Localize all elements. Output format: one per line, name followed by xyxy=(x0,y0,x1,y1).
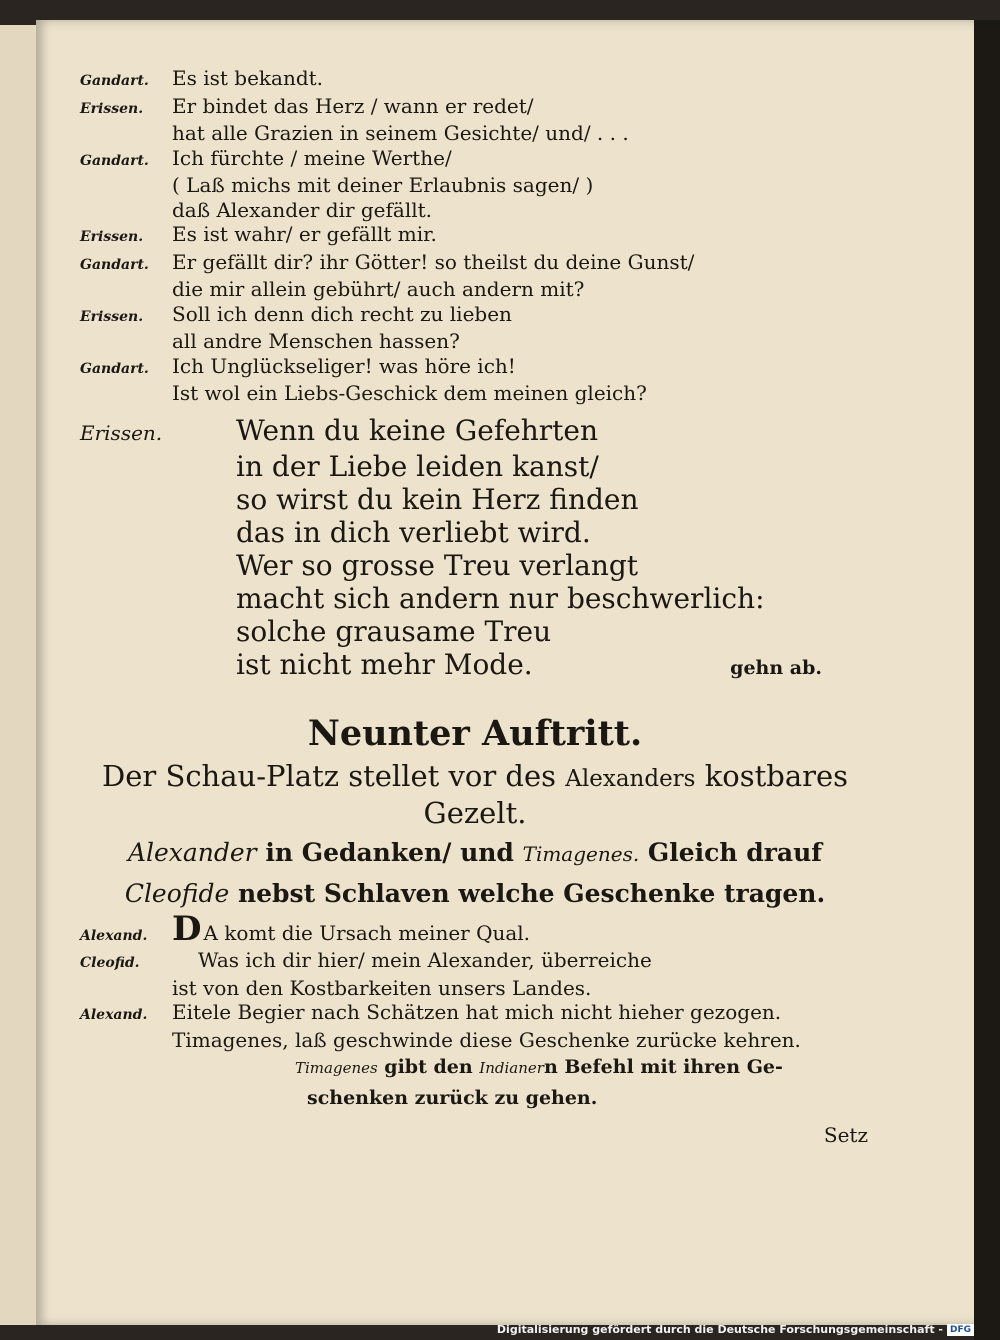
speaker: Erissen. xyxy=(80,308,144,325)
dialogue-line xyxy=(80,1000,870,1028)
stage-direction-text: n Befehl mit ihren Ge- xyxy=(543,1056,783,1078)
aria-text: macht sich andern nur beschwerlich: xyxy=(236,581,765,615)
aria-text: solche grausame Treu xyxy=(236,614,552,648)
stage-direction-name: Indianer xyxy=(479,1059,544,1077)
aria-text: ist nicht mehr Mode. xyxy=(236,647,533,681)
dialogue-line xyxy=(80,173,870,198)
dialogue-line xyxy=(80,302,870,330)
aria-text: so wirst du kein Herz finden xyxy=(236,482,639,516)
aria-line xyxy=(80,516,870,549)
line-text: ( Laß michs mit deiner Erlaubnis sagen/ ) xyxy=(172,173,594,197)
scene-description-2: Gezelt. xyxy=(423,795,527,830)
dialogue-line xyxy=(80,198,870,223)
catchword: Setz xyxy=(823,1123,868,1147)
aria-line xyxy=(80,483,870,516)
dialogue-line xyxy=(80,908,870,949)
speaker: Gandart. xyxy=(80,360,149,377)
spacer xyxy=(80,406,870,414)
speaker: Alexand. xyxy=(80,927,148,944)
dialogue-line xyxy=(80,277,870,302)
line-text: Es ist wahr/ er gefällt mir. xyxy=(172,222,437,246)
stage-direction-name: Timagenes xyxy=(295,1059,378,1077)
speaker: Gandart. xyxy=(80,256,149,273)
page-shadow xyxy=(974,20,1000,1340)
persona-name: Timagenes. xyxy=(522,841,640,866)
speaker: Cleofid. xyxy=(80,955,140,971)
scene-personae-2 xyxy=(80,877,870,911)
scene-title: Neunter Auftritt. xyxy=(307,712,643,754)
line-text: Ist wol ein Liebs-Geschick dem meinen gleich? xyxy=(172,381,647,405)
line-text: ist von den Kostbarkeiten unsers Landes. xyxy=(172,975,592,1000)
dialogue-line xyxy=(80,222,870,250)
aria-line xyxy=(80,549,870,582)
line-text: Er gefällt dir? ihr Götter! so theilst du deine Gunst/ xyxy=(172,249,695,274)
footer-credit xyxy=(497,1323,974,1336)
drop-cap: D xyxy=(172,908,202,949)
scene-desc-name: Alexanders xyxy=(565,765,696,792)
personae-text: nebst Schlaven welche Geschenke tragen. xyxy=(229,878,826,908)
dialogue-line xyxy=(80,250,870,278)
stage-direction xyxy=(295,1052,870,1083)
aria-text: Wer so grosse Treu verlangt xyxy=(236,548,639,582)
scene-desc-text: kostbares xyxy=(695,758,849,793)
speaker: Gandart. xyxy=(80,152,149,169)
line-text: Soll ich denn dich recht zu lieben xyxy=(172,301,512,326)
speaker: Erissen. xyxy=(80,100,144,117)
dialogue-line xyxy=(80,948,870,976)
aria-text: das in dich verliebt wird. xyxy=(236,515,591,549)
speaker: Alexand. xyxy=(80,1007,148,1023)
personae-text: in Gedanken/ und xyxy=(256,837,523,867)
exit-direction: gehn ab. xyxy=(730,656,822,679)
aria-text: Wenn du keine Gefehrten xyxy=(236,413,599,447)
dialogue-line xyxy=(80,66,870,94)
line-text: all andre Menschen hassen? xyxy=(172,329,460,353)
dialogue-line xyxy=(80,146,870,174)
aria-line xyxy=(80,615,870,648)
dialogue-line xyxy=(80,329,870,354)
line-text: Er bindet das Herz / wann er redet/ xyxy=(172,93,534,118)
dfg-logo: DFG xyxy=(947,1324,974,1336)
stage-direction-text: gibt den xyxy=(377,1056,480,1078)
line-text: daß Alexander dir gefällt. xyxy=(172,197,433,222)
dialogue-line xyxy=(80,94,870,122)
persona-name: Alexander xyxy=(127,837,257,867)
footer-text: Digitalisierung gefördert durch die Deutsche Forschungsgemeinschaft - xyxy=(496,1323,943,1336)
scene-description xyxy=(80,759,870,796)
scene-personae xyxy=(80,836,870,871)
dialogue-line xyxy=(80,976,870,1001)
scene-desc-text: Der Schau-Platz stellet vor des xyxy=(101,758,566,793)
dialogue-line xyxy=(80,354,870,382)
line-text: hat alle Grazien in seinem Gesichte/ und/ . . . xyxy=(172,121,629,145)
line-text: Eitele Begier nach Schätzen hat mich nicht hieher gezogen. xyxy=(172,1000,782,1024)
line-text: Was ich dir hier/ mein Alexander, überreiche xyxy=(198,948,652,972)
line-text: Ich fürchte / meine Werthe/ xyxy=(172,145,452,170)
aria-text: in der Liebe leiden kanst/ xyxy=(236,449,599,483)
dialogue-line xyxy=(80,381,870,406)
aria-line xyxy=(80,648,870,685)
speaker: Gandart. xyxy=(80,73,149,89)
line-text: Timagenes, laß geschwinde diese Geschenke zurücke kehren. xyxy=(172,1027,801,1052)
aria-line xyxy=(80,450,870,483)
dialogue-line xyxy=(80,121,870,146)
speaker: Erissen. xyxy=(80,229,144,245)
stage-direction-2: schenken zurück zu gehen. xyxy=(307,1087,598,1109)
line-text: die mir allein gebührt/ auch andern mit? xyxy=(172,277,585,301)
line-text: Ich Unglückseliger! was höre ich! xyxy=(172,353,516,378)
dialogue-line xyxy=(80,1028,870,1053)
aria-line xyxy=(80,582,870,615)
aria-line xyxy=(80,414,870,450)
persona-name: Cleofide xyxy=(124,878,230,908)
line-text: Es ist bekandt. xyxy=(172,66,324,90)
page-text xyxy=(80,66,870,1147)
line-text: A komt die Ursach meiner Qual. xyxy=(203,920,531,945)
aria-speaker: Erissen. xyxy=(80,420,163,445)
personae-text: Gleich drauf xyxy=(639,837,823,867)
